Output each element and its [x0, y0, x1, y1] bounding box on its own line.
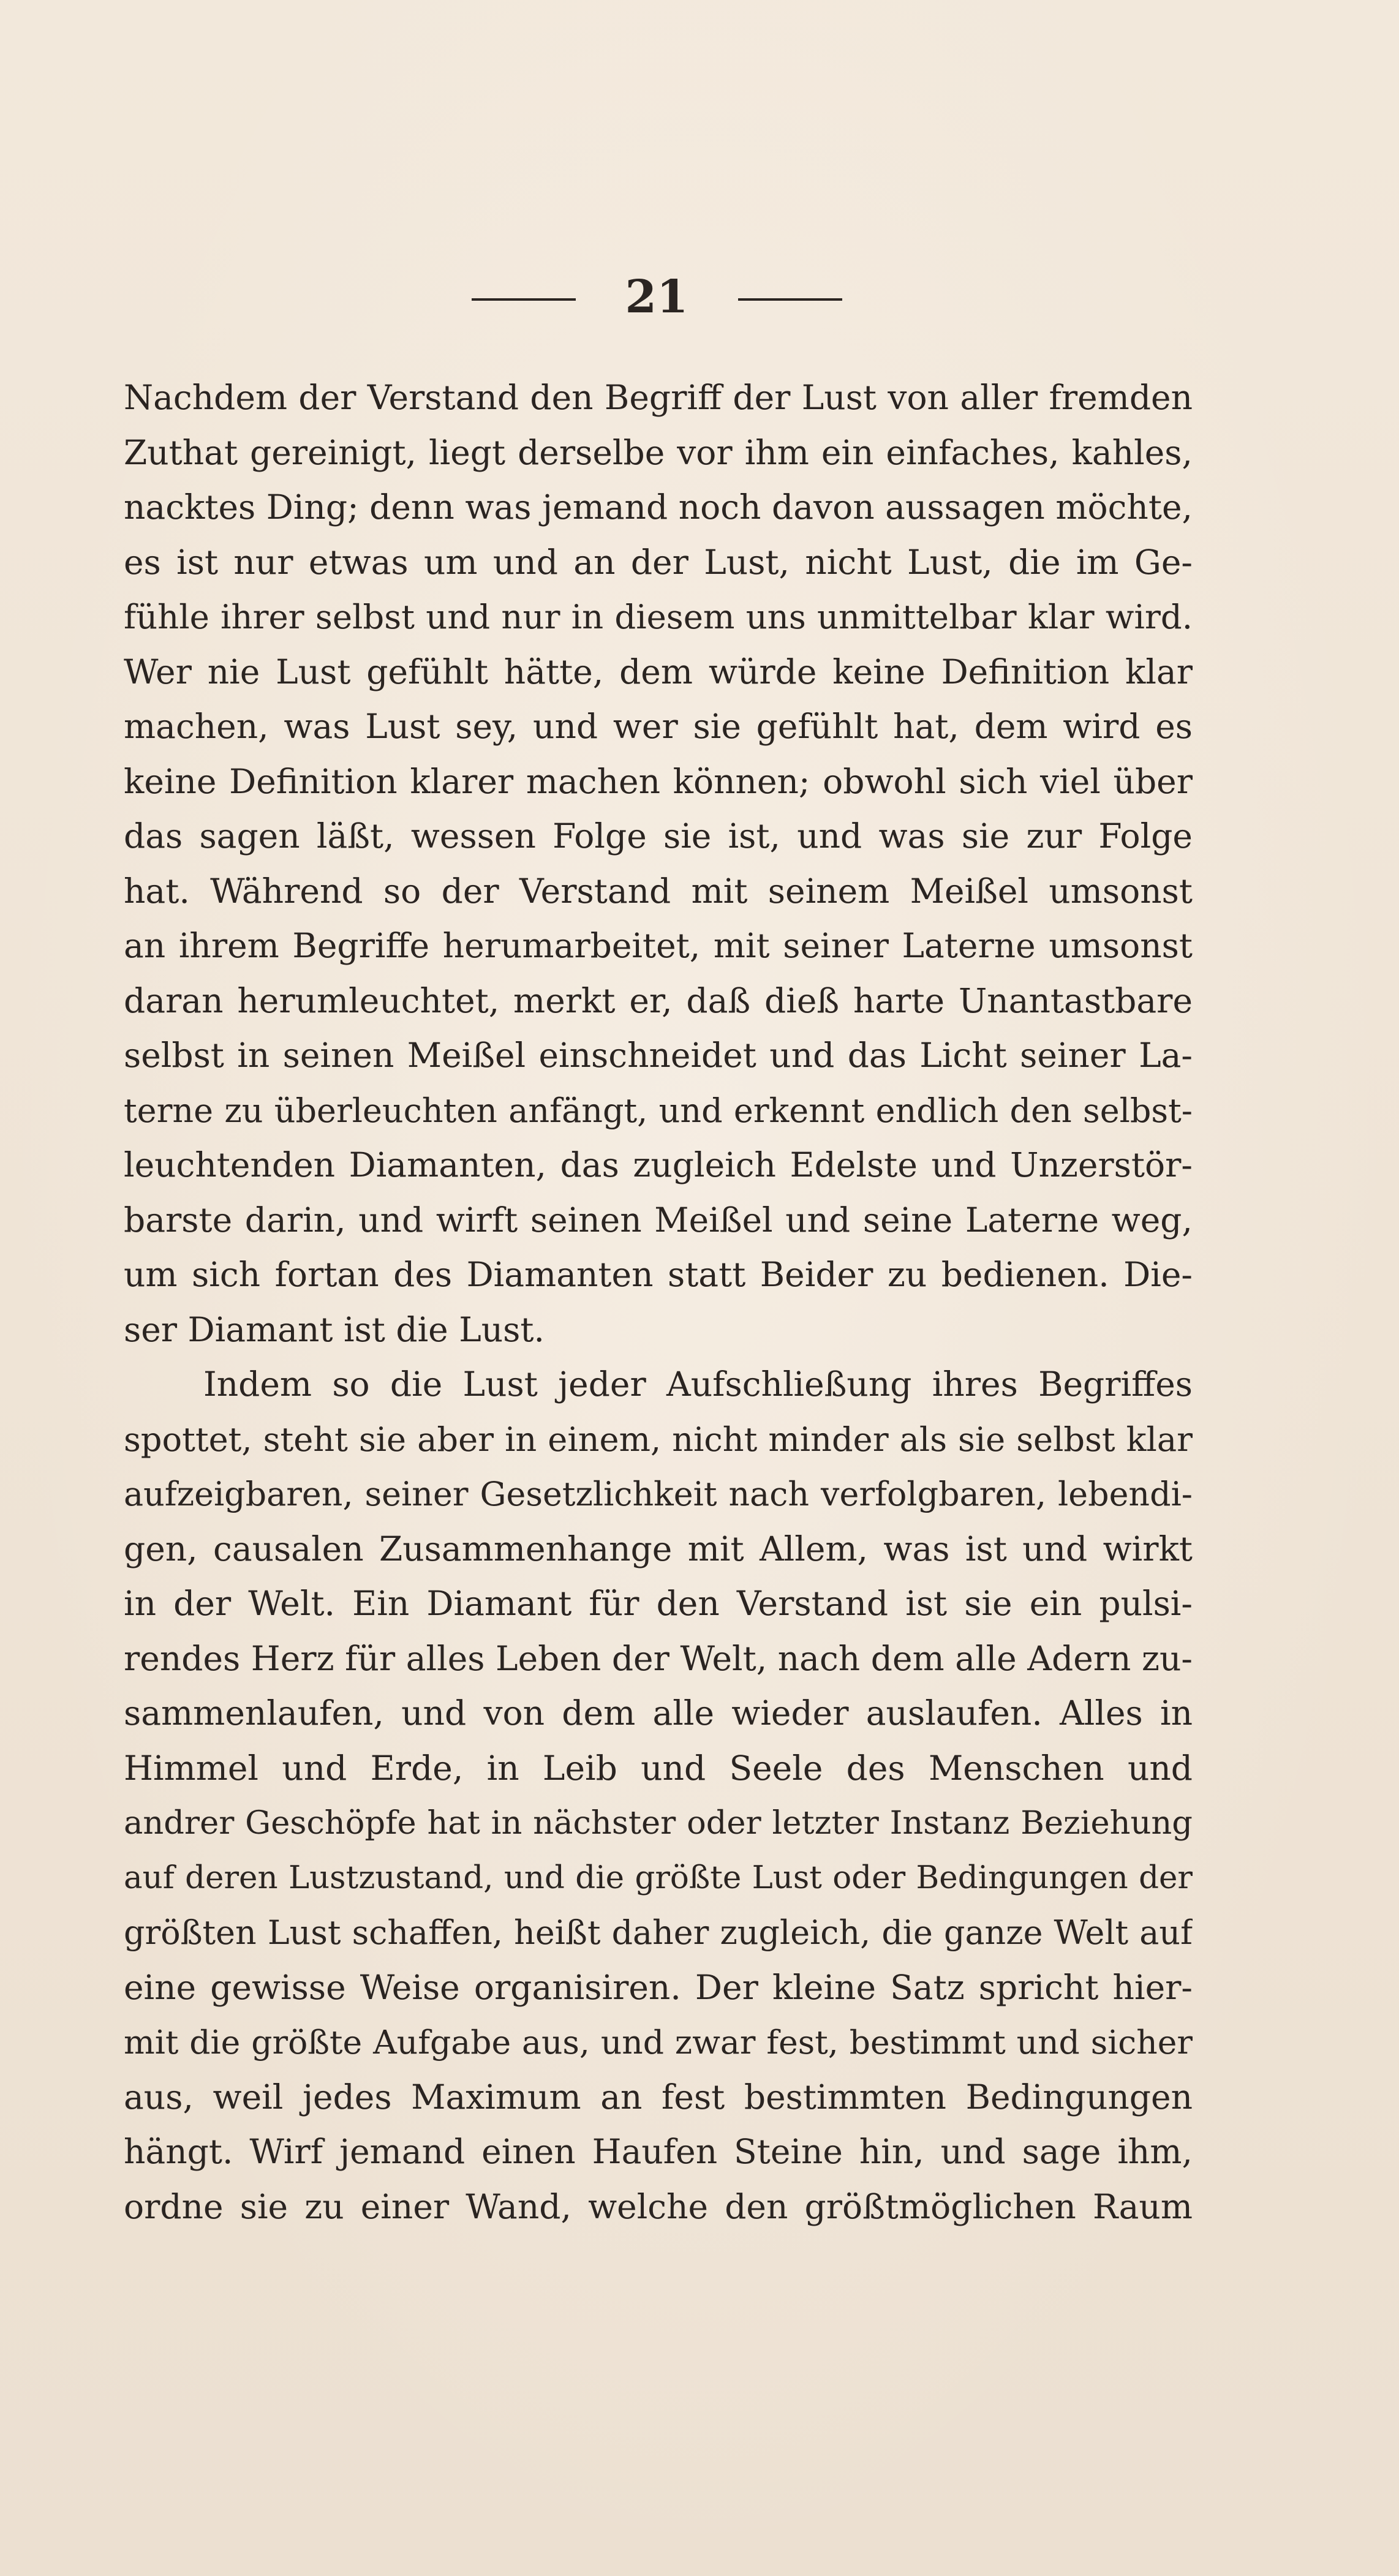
text-line: ordne sie zu einer Wand, welche den größtmöglichen Raum [124, 2186, 1193, 2226]
text-line: an ihrem Begriffe herumarbeitet, mit seiner Laterne umsonst [124, 926, 1193, 965]
text-line: größten Lust schaffen, heißt daher zugleich, die ganze Welt auf [124, 1913, 1193, 1952]
text-line: um sich fortan des Diamanten statt Beider zu bedienen. Die- [124, 1255, 1193, 1294]
text-line: sammenlaufen, und von dem alle wieder auslaufen. Alles in [124, 1693, 1193, 1733]
text-line: Himmel und Erde, in Leib und Seele des Menschen und [124, 1748, 1193, 1788]
text-line: fühle ihrer selbst und nur in diesem uns unmittelbar klar wird. [124, 597, 1193, 636]
text-line: keine Definition klarer machen können; obwohl sich viel über [124, 761, 1193, 801]
text-line: aufzeigbaren, seiner Gesetzlichkeit nach verfolgbaren, lebendi- [124, 1475, 1193, 1513]
page-header [0, 269, 1399, 325]
text-line: Wer nie Lust gefühlt hätte, dem würde keine Definition klar [124, 652, 1193, 691]
text-line: es ist nur etwas um und an der Lust, nicht Lust, die im Ge- [124, 542, 1193, 582]
text-line: aus, weil jedes Maximum an fest bestimmten Bedingungen [124, 2077, 1193, 2117]
text-line: ser Diamant ist die Lust. [124, 1309, 545, 1349]
header-rule-left [472, 298, 576, 301]
text-line: Indem so die Lust jeder Aufschließung ihres Begriffes [203, 1365, 1193, 1404]
header-rule-right [738, 298, 842, 301]
text-line: machen, was Lust sey, und wer sie gefühlt hat, dem wird es [124, 707, 1193, 746]
text-line: selbst in seinen Meißel einschneidet und das Licht seiner La- [124, 1036, 1193, 1075]
text-line: spottet, steht sie aber in einem, nicht minder als sie selbst klar [124, 1420, 1193, 1459]
text-line: rendes Herz für alles Leben der Welt, nach dem alle Adern zu- [124, 1638, 1193, 1678]
text-line: gen, causalen Zusammenhange mit Allem, was ist und wirkt [124, 1529, 1193, 1569]
text-line: daran herumleuchtet, merkt er, daß dieß harte Unantastbare [124, 981, 1193, 1020]
text-line: Zuthat gereinigt, liegt derselbe vor ihm ein einfaches, kahles, [124, 432, 1193, 472]
text-line: hat. Während so der Verstand mit seinem Meißel umsonst [124, 871, 1193, 911]
text-line: das sagen läßt, wessen Folge sie ist, und was sie zur Folge [124, 816, 1193, 856]
text-line: hängt. Wirf jemand einen Haufen Steine hin, und sage ihm, [124, 2132, 1193, 2171]
text-line: barste darin, und wirft seinen Meißel und seine Laterne weg, [124, 1200, 1193, 1240]
body-text [124, 371, 1193, 2234]
text-line: Nachdem der Verstand den Begriff der Lust von aller fremden [124, 378, 1193, 417]
text-line: eine gewisse Weise organisiren. Der kleine Satz spricht hier- [124, 1967, 1193, 2007]
page-number: 21 [625, 271, 688, 323]
text-line: leuchtenden Diamanten, das zugleich Edelste und Unzerstör- [124, 1145, 1193, 1184]
text-line: auf deren Lustzustand, und die größte Lust oder Bedingungen der [124, 1859, 1193, 1896]
text-line: andrer Geschöpfe hat in nächster oder letzter Instanz Beziehung [124, 1804, 1193, 1842]
text-line: terne zu überleuchten anfängt, und erkennt endlich den selbst- [124, 1091, 1193, 1130]
text-line: mit die größte Aufgabe aus, und zwar fest, bestimmt und sicher [124, 2023, 1193, 2062]
text-line: in der Welt. Ein Diamant für den Verstand ist sie ein pulsi- [124, 1584, 1193, 1623]
text-line: nacktes Ding; denn was jemand noch davon aussagen möchte, [124, 488, 1193, 527]
